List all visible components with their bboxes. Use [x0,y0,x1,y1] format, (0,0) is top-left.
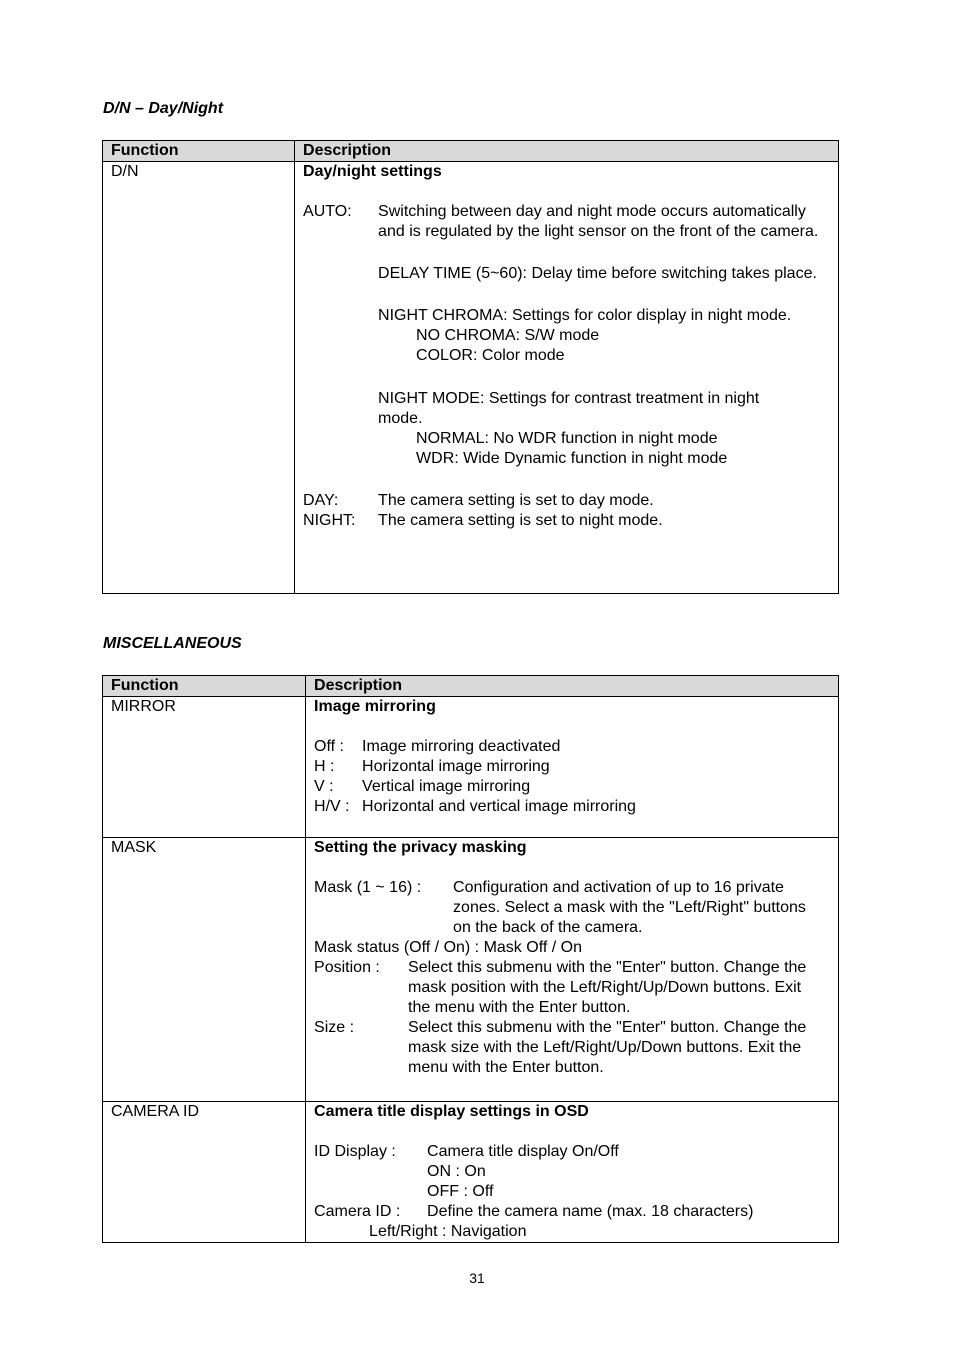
function-cell: D/N [103,162,295,594]
description-title: Day/night settings [303,163,442,180]
option-text: Horizontal image mirroring [362,758,550,775]
option-label: DAY: [303,492,339,509]
option-text: Switching between day and night mode occurs automatically and is regulated by the light sensor on the front of the camera. [378,203,819,240]
option-label: NIGHT: [303,512,356,529]
column-header-description: Description [306,676,839,697]
description-title: Image mirroring [314,698,436,715]
option-label: H/V : [314,798,350,815]
description-title: Setting the privacy masking [314,839,527,856]
night-mode-text: NIGHT MODE: Settings for contrast treatment in night mode. [378,390,760,427]
option-label: Position : [314,959,380,976]
option-text: The camera setting is set to day mode. [378,492,654,509]
option-text: Horizontal and vertical image mirroring [362,798,636,815]
camera-id-option [314,1202,830,1222]
mirror-option [314,777,830,797]
night-chroma-text: NIGHT CHROMA: Settings for color display in night mode. [378,307,792,324]
option-text: Configuration and activation of up to 16 private zones. Select a mask with the "Left/Right" buttons on the back of the camera. [453,879,806,936]
option-label: ID Display : [314,1143,396,1160]
table-row [103,162,839,594]
size-option [314,1018,830,1078]
option-text: Select this submenu with the "Enter" button. Change the mask position with the Left/Right/Up/Down buttons. Exit the menu with the Enter button. [408,959,807,1016]
function-cell: CAMERA ID [103,1102,306,1243]
navigation-text: Left/Right : Navigation [369,1223,527,1240]
chroma-option: NO CHROMA: S/W mode [416,327,600,344]
option-label: Mask (1 ~ 16) : [314,879,422,896]
option-text: Image mirroring deactivated [362,738,561,755]
mask-status-text: Mask status (Off / On) : Mask Off / On [314,939,582,956]
option-text: Vertical image mirroring [362,778,531,795]
section-title-miscellaneous: MISCELLANEOUS [103,635,242,652]
mirror-option [314,737,830,757]
position-option [314,958,830,1018]
option-label: Off : [314,738,344,755]
column-header-function: Function [103,141,295,162]
table-row [103,838,839,1102]
mirror-option [314,797,830,817]
option-label: Size : [314,1019,355,1036]
section-title-day-night: D/N – Day/Night [103,100,224,117]
id-display-option [314,1142,830,1162]
description-title: Camera title display settings in OSD [314,1103,589,1120]
option-label: V : [314,778,334,795]
delay-time-text: DELAY TIME (5~60): Delay time before switching takes place. [378,265,817,282]
night-mode-option: WDR: Wide Dynamic function in night mode [416,450,728,467]
option-text: The camera setting is set to night mode. [378,512,663,529]
function-cell: MIRROR [103,697,306,838]
day-option [303,491,830,511]
description-cell [306,1102,839,1243]
table-header-row [103,676,839,697]
day-night-table [102,140,839,594]
option-label: AUTO: [303,203,352,220]
chroma-option: COLOR: Color mode [416,347,565,364]
column-header-description: Description [295,141,839,162]
option-label: H : [314,758,335,775]
mask-option [314,878,830,938]
description-cell [306,838,839,1102]
option-label: Camera ID : [314,1203,401,1220]
id-display-on: ON : On [427,1163,486,1180]
auto-option [303,202,830,242]
option-text: Define the camera name (max. 18 characters) [427,1203,754,1220]
table-header-row [103,141,839,162]
description-cell [306,697,839,838]
page-number: 31 [469,1270,485,1286]
table-row [103,1102,839,1243]
id-display-off: OFF : Off [427,1183,494,1200]
option-text: Select this submenu with the "Enter" button. Change the mask size with the Left/Right/Up/Down buttons. Exit the menu with the Enter button. [408,1019,807,1076]
mirror-option [314,757,830,777]
description-cell [295,162,839,594]
function-cell: MASK [103,838,306,1102]
option-text: Camera title display On/Off [427,1143,619,1160]
miscellaneous-table [102,675,839,1243]
table-row [103,697,839,838]
night-mode-option: NORMAL: No WDR function in night mode [416,430,718,447]
night-option [303,511,830,531]
column-header-function: Function [103,676,306,697]
